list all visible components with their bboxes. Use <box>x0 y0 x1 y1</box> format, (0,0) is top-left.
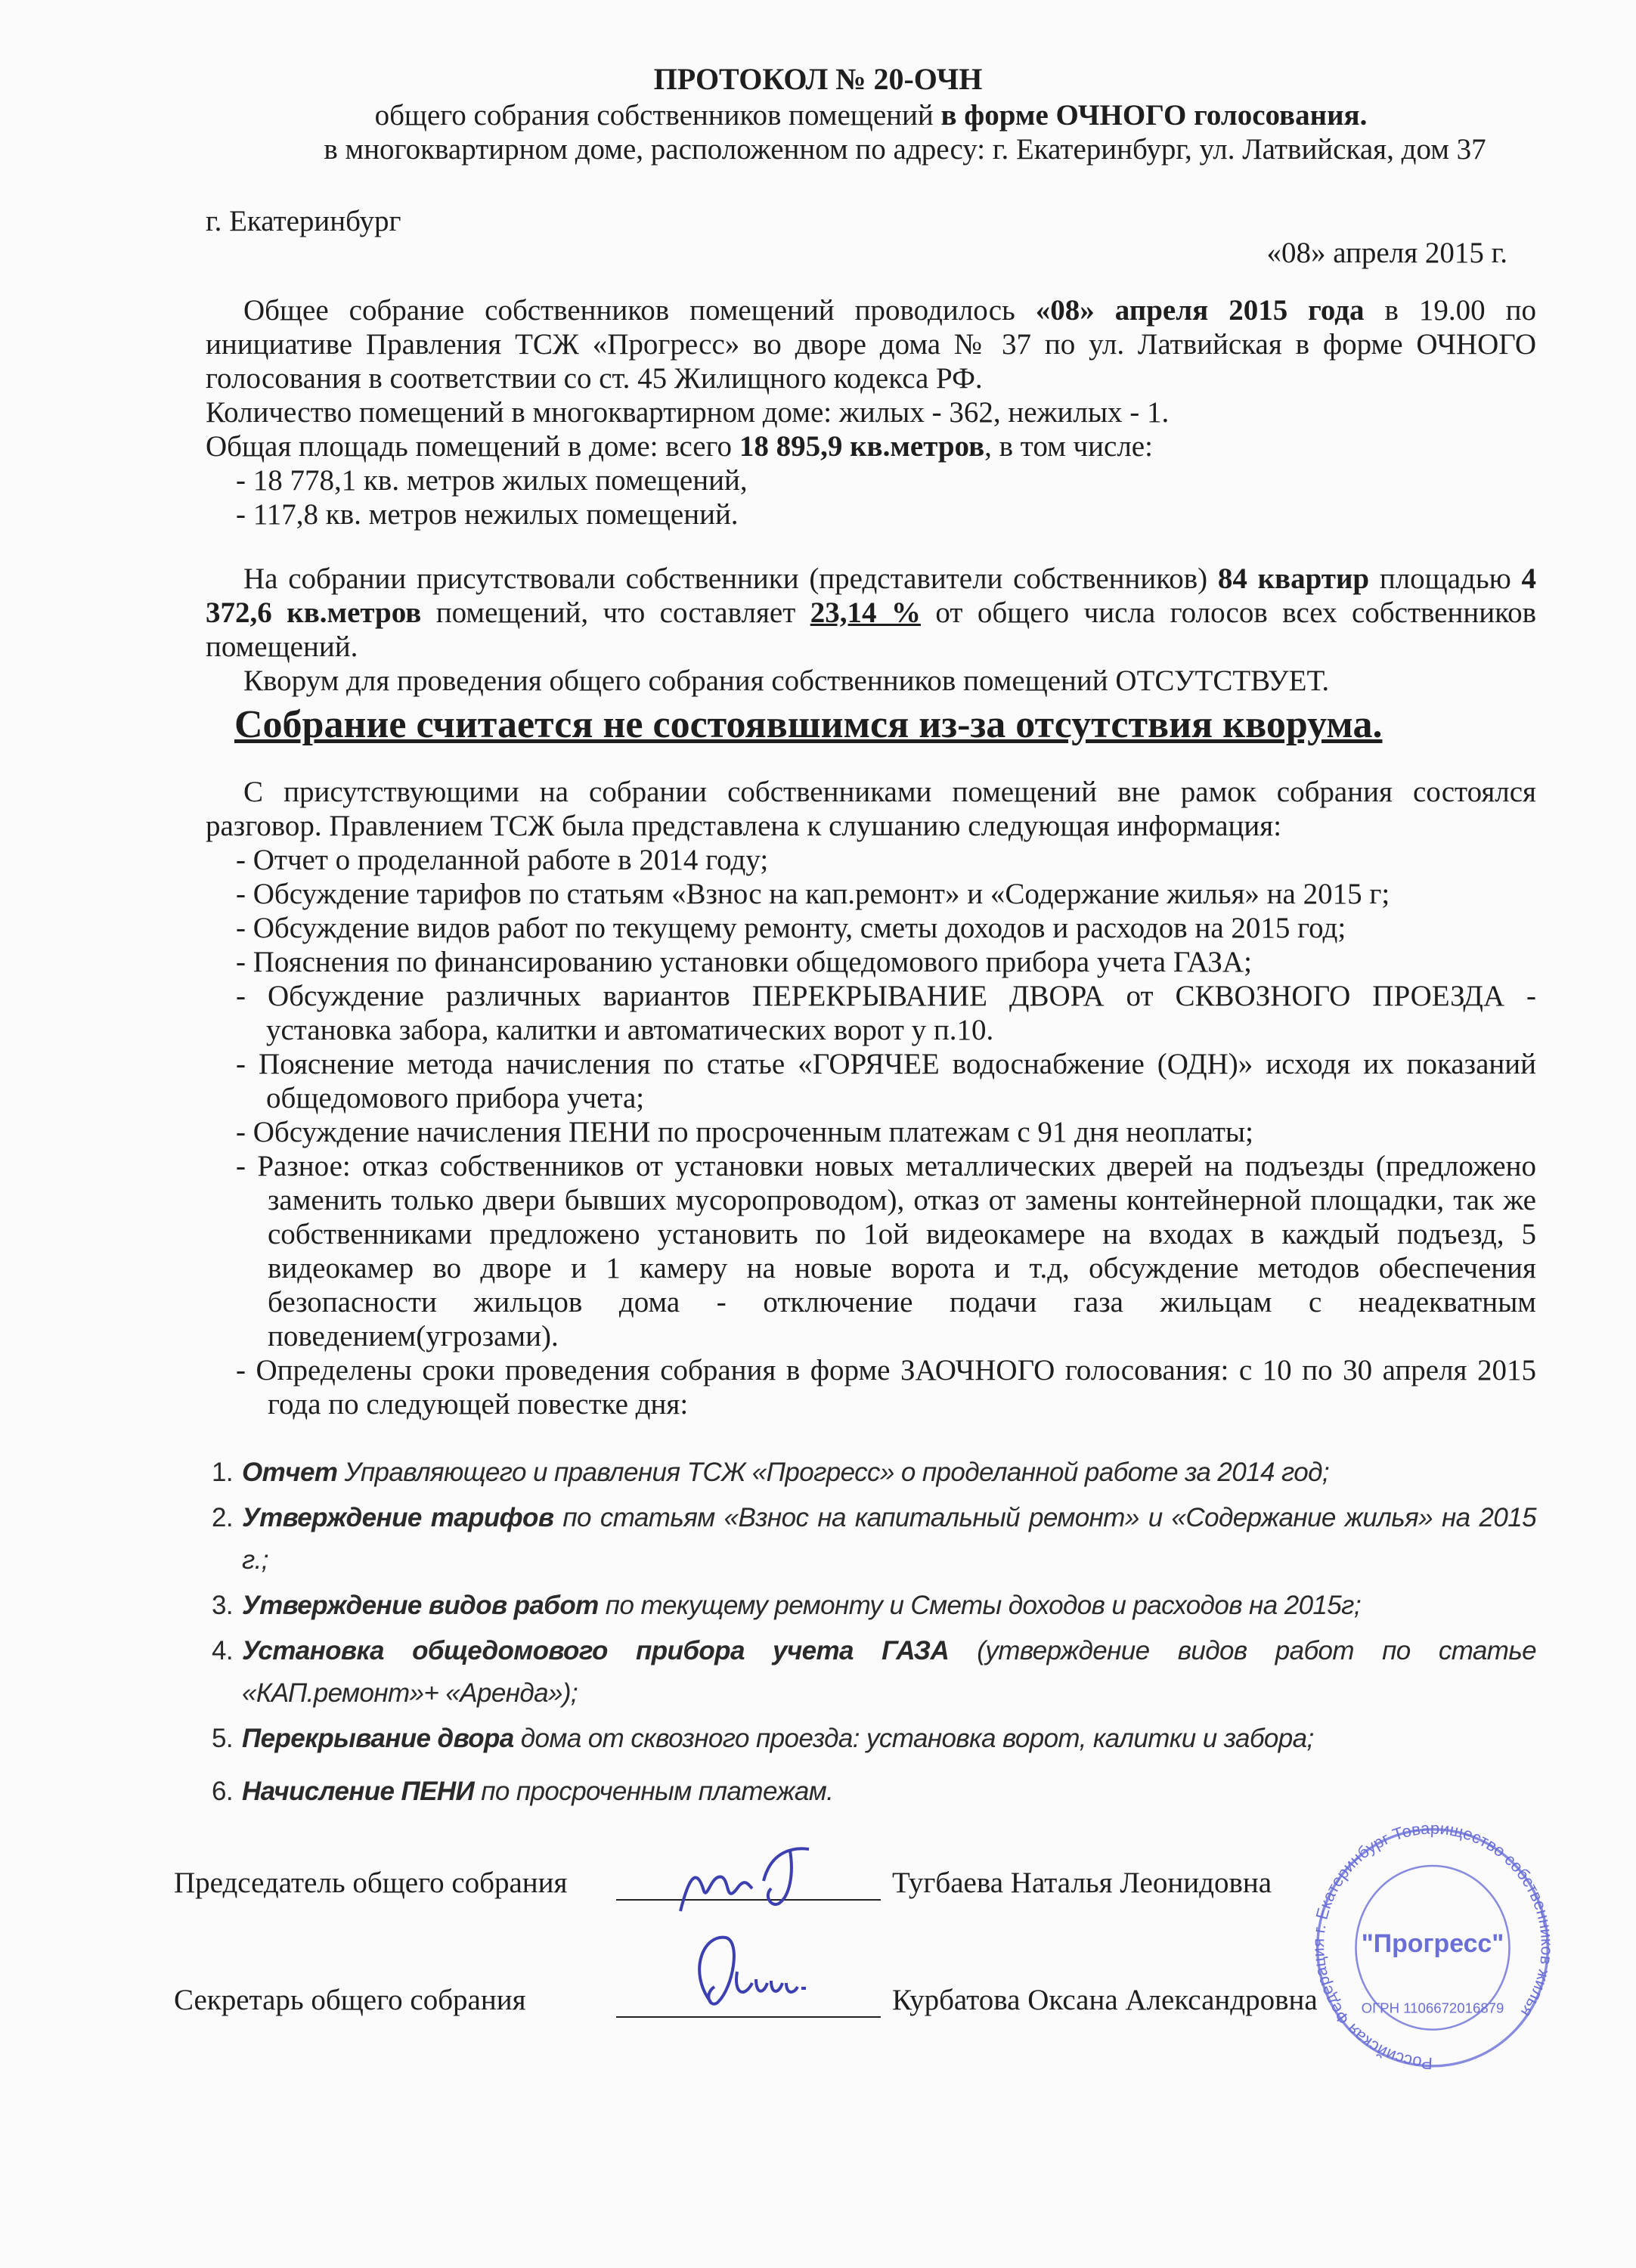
signatures-block <box>174 1820 1557 2073</box>
discussion-item: - Обсуждение тарифов по статьям «Взнос на кап.ремонт» и «Содержание жилья» на 2015 г; <box>236 878 1390 910</box>
chair-signature <box>658 1836 832 1934</box>
area-value: 18 895,9 кв.метров <box>739 430 985 463</box>
agenda-item <box>195 1771 1536 1813</box>
item-text: (утверждение видов работ по статье «КАП.ремонт»+ «Аренда»); <box>242 1636 1536 1708</box>
document-title: ПРОТОКОЛ № 20-ОЧН <box>653 62 983 96</box>
item-text: дома от сквозного проезда: установка ворот, калитки и забора; <box>513 1724 1314 1753</box>
attendance-section <box>206 562 1536 748</box>
meeting-date: «08» апреля 2015 года <box>1035 294 1365 327</box>
intro-paragraph <box>206 293 1536 395</box>
total-area <box>206 429 1536 463</box>
discussion-item: - Обсуждение видов работ по текущему ремонту, сметы доходов и расходов на 2015 год; <box>236 912 1346 944</box>
apartments-count: 84 квартир <box>1217 562 1370 595</box>
item-number: 3. <box>212 1591 233 1620</box>
organization-stamp <box>1308 1820 1557 2077</box>
item-title: Установка общедомового прибора учета ГАЗА <box>242 1636 950 1665</box>
secretary-role: Секретарь общего собрания <box>174 1984 526 2016</box>
document-subtitle <box>106 98 1636 132</box>
item-number: 5. <box>212 1724 233 1753</box>
item-text: Управляющего и правления ТСЖ «Прогресс» о проделанной работе за 2014 год; <box>337 1458 1329 1487</box>
discussion-item: - Обсуждение различных вариантов ПЕРЕКРЫВАНИЕ ДВОРА от СКВОЗНОГО ПРОЕЗДА - установка забора, калитки и автоматических ворот у п.10. <box>236 980 1536 1046</box>
item-title: Утверждение видов работ <box>242 1591 599 1620</box>
discussion-section <box>206 775 1536 1421</box>
discussion-intro: С присутствующими на собрании собственниками помещений вне рамок собрания состоялся разговор. Правлением ТСЖ была представлена к слушанию следующая информация: <box>206 776 1536 842</box>
agenda-list <box>195 1452 1536 1813</box>
item-number: 1. <box>212 1458 233 1487</box>
item-number: 4. <box>212 1636 233 1665</box>
nonliving-area: - 117,8 кв. метров нежилых помещений. <box>236 498 739 531</box>
living-area: - 18 778,1 кв. метров жилых помещений, <box>236 464 748 497</box>
subtitle-bold: в форме ОЧНОГО голосования. <box>940 99 1368 132</box>
discussion-item: - Разное: отказ собственников от установки новых металлических дверей на подъезды (предложено заменить только двери бывших мусоропроводом), отказ от замены контейнерной площадки, так же собственниками предложено установить по 1ой видеокамере на входах в каждый подъезд, 5 видеокамер во дворе и 1 камеру на новые ворота и т.д, обсуждение методов обеспечения безопасности жильцов дома - отключение подачи газа жильцам с неадекватным поведением(угрозами). <box>236 1150 1536 1352</box>
discussion-item: - Пояснения по финансированию установки общедомового прибора учета ГАЗА; <box>236 946 1252 978</box>
attendance-percent: 23,14 % <box>810 596 921 629</box>
secretary-name: Курбатова Оксана Александровна <box>892 1984 1318 2016</box>
stamp-ogrn: ОГРН 1106672016879 <box>1361 2000 1504 2016</box>
meeting-invalid-headline: Собрание считается не состоявшимся из-за отсутствия кворума. <box>234 703 1383 746</box>
item-number: 6. <box>212 1777 233 1806</box>
item-title: Отчет <box>242 1458 338 1487</box>
stamp-center-text: "Прогресс" <box>1361 1929 1504 1959</box>
text: от общего числа голосов всех собственников помещений. <box>206 596 1536 663</box>
text: Общее собрание собственников помещений проводилось <box>243 294 1036 327</box>
text: площадью <box>1369 562 1522 595</box>
document-header <box>0 60 1636 166</box>
subtitle-text: общего собрания собственников помещений <box>374 99 941 132</box>
attendance-paragraph <box>206 562 1536 664</box>
agenda-item <box>195 1630 1536 1715</box>
discussion-item: - Определены сроки проведения собрания в форме ЗАОЧНОГО голосования: с 10 по 30 апреля 2015 года по следующей повестке дня: <box>236 1354 1536 1421</box>
chair-role: Председатель общего собрания <box>174 1867 568 1899</box>
agenda-item <box>195 1497 1536 1582</box>
document-date: «08» апреля 2015 г. <box>1266 237 1507 269</box>
text: помещений, что составляет <box>421 596 810 629</box>
item-title: Перекрывание двора <box>242 1724 514 1753</box>
item-title: Начисление ПЕНИ <box>242 1777 475 1806</box>
chair-name: Тугбаева Наталья Леонидовна <box>892 1867 1272 1899</box>
item-number: 2. <box>212 1503 233 1532</box>
document-address: в многоквартирном доме, расположенном по адресу: г. Екатеринбург, ул. Латвийская, дом 37 <box>324 133 1486 166</box>
premises-count: Количество помещений в многоквартирном доме: жилых - 362, нежилых - 1. <box>206 396 1170 429</box>
text: Общая площадь помещений в доме: всего <box>206 430 739 463</box>
text: , в том числе: <box>984 430 1153 463</box>
item-text: по текущему ремонту и Сметы доходов и расходов на 2015г; <box>598 1591 1361 1620</box>
city: г. Екатеринбург <box>206 205 401 237</box>
secretary-signature <box>680 1926 847 2017</box>
discussion-item: - Пояснение метода начисления по статье «ГОРЯЧЕЕ водоснабжение (ОДН)» исходя их показаний общедомового прибора учета; <box>236 1048 1536 1114</box>
item-title: Утверждение тарифов <box>242 1503 554 1532</box>
document-body <box>174 293 1557 2073</box>
stamp-ring-text: Российская Федерация г. Екатеринбург Товарищество собственников жилья <box>1309 1820 1557 2073</box>
text: в 19.00 по инициативе Правления ТСЖ «Прогресс» во дворе дома № 37 по ул. Латвийская в форме ОЧНОГО голосования в соответствии со ст. 45 Жилищного кодекса РФ. <box>206 294 1537 395</box>
intro-section <box>206 293 1536 531</box>
attending-area: 4 372,6 кв.метров <box>206 562 1536 629</box>
agenda-item <box>195 1585 1536 1627</box>
agenda-item <box>195 1718 1536 1760</box>
discussion-item: - Обсуждение начисления ПЕНИ по просроченным платежам с 91 дня неоплаты; <box>236 1116 1253 1148</box>
quorum-status: Кворум для проведения общего собрания собственников помещений ОТСУТСТВУЕТ. <box>243 665 1330 697</box>
item-text: по статьям «Взнос на капитальный ремонт» и «Содержание жилья» на 2015 г.; <box>242 1503 1536 1575</box>
agenda-item <box>195 1452 1536 1494</box>
discussion-item: - Отчет о проделанной работе в 2014 году; <box>236 844 769 876</box>
item-text: по просроченным платежам. <box>474 1777 834 1806</box>
text: На собрании присутствовали собственники (представители собственников) <box>243 562 1218 595</box>
